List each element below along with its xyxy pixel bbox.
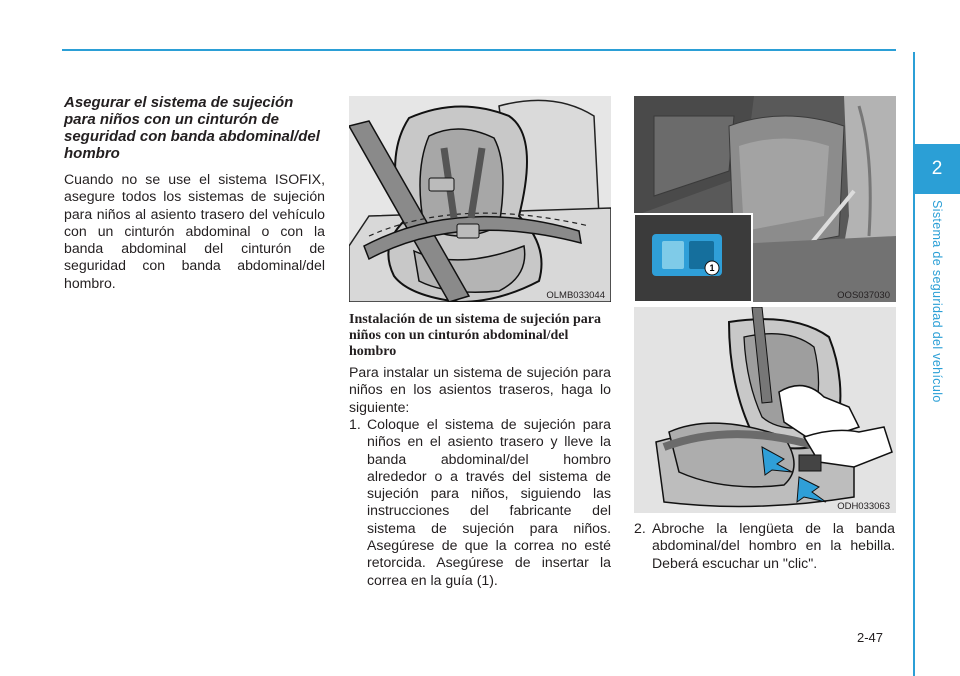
buckle-belt-illustration xyxy=(634,307,896,513)
list-item xyxy=(349,416,611,589)
section1-heading: Asegurar el sistema de sujeción para niños con un cinturón de seguridad con banda abdominal/del hombro xyxy=(64,94,320,162)
figure-rear-seat-guide xyxy=(634,96,896,302)
list-number: 1. xyxy=(349,416,361,432)
figure-buckle-belt xyxy=(634,307,896,513)
header-rule xyxy=(62,49,896,51)
figure-code: ODH033063 xyxy=(837,501,890,512)
figure-child-seat-lap-belt xyxy=(349,96,611,302)
chapter-title: Sistema de seguridad del vehículo xyxy=(930,200,944,403)
list-item xyxy=(634,520,895,572)
figure-code: OOS037030 xyxy=(837,290,890,301)
chapter-number-tab: 2 xyxy=(914,144,960,194)
list-text: Abroche la lengüeta de la banda abdominal/del hombro en la hebilla. Deberá escuchar un "clic". xyxy=(652,520,895,571)
rear-seat-guide-photo xyxy=(634,96,896,302)
section1-body: Cuando no se use el sistema ISOFIX, asegure todos los sistemas de sujeción para niños al asiento trasero del vehículo con un cinturón abdominal o con la banda abdominal del cinturón de seguridad con banda abdominal/del hombro. xyxy=(64,171,325,291)
list-text: Coloque el sistema de sujeción para niños en el asiento trasero y lleve la banda abdominal/del hombro alrededor o a través del sistema de sujeción para niños, siguiendo las instrucciones del fabricante del sistema de sujeción para niños. Asegúrese de que la correa no esté retorcida. Asegúrese de insertar la correa en la guía (1). xyxy=(367,416,611,588)
callout-1: 1 xyxy=(709,263,715,273)
child-seat-lap-belt-illustration xyxy=(349,96,611,302)
list-number: 2. xyxy=(634,520,646,536)
section2-heading: Instalación de un sistema de sujeción para niños con un cinturón abdominal/del hombro xyxy=(349,312,602,360)
figure-code: OLMB033044 xyxy=(546,290,605,301)
section2-intro: Para instalar un sistema de sujeción para niños en los asientos traseros, haga lo siguiente: xyxy=(349,364,611,415)
page-number: 2-47 xyxy=(857,630,884,645)
